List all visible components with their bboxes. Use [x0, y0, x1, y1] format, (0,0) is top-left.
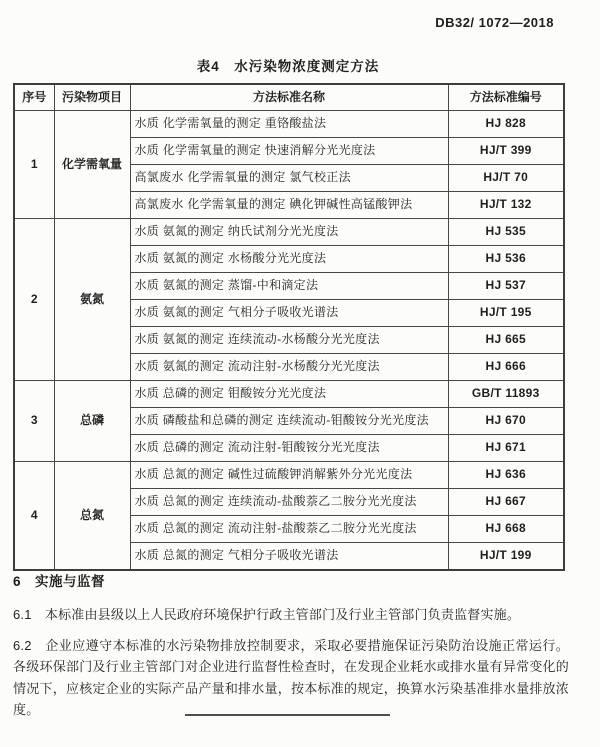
method-name-cell: 水质 氨氮的测定 水杨酸分光光度法	[130, 246, 448, 273]
paragraph-6-1: 6.1 本标准由县级以上人民政府环境保护行政主管部门及行业主管部门负责监督实施。	[13, 607, 521, 622]
method-code-cell: HJ 666	[448, 354, 564, 381]
header-serial-number: 序号	[14, 84, 54, 111]
header-pollutant-item: 污染物项目	[54, 84, 130, 111]
method-code-cell: HJ 667	[448, 489, 564, 516]
method-name-cell: 水质 总磷的测定 钼酸铵分光光度法	[130, 381, 448, 408]
method-name-cell: 高氯废水 化学需氧量的测定 碘化钾碱性高锰酸钾法	[130, 192, 448, 219]
method-code-cell: HJ/T 132	[448, 192, 564, 219]
method-name-cell: 水质 总氮的测定 流动注射-盐酸萘乙二胺分光光度法	[130, 516, 448, 543]
method-name-cell: 水质 氨氮的测定 连续流动-水杨酸分光光度法	[130, 327, 448, 354]
method-name-cell: 水质 化学需氧量的测定 重铬酸盐法	[130, 111, 448, 138]
section-6	[13, 570, 569, 730]
method-code-cell: HJ 536	[448, 246, 564, 273]
method-name-cell: 水质 磷酸盐和总磷的测定 连续流动-钼酸铵分光光度法	[130, 408, 448, 435]
serial-number-cell: 3	[14, 381, 54, 462]
methods-table-body	[14, 111, 564, 571]
method-code-cell: HJ 828	[448, 111, 564, 138]
standard-number: DB32/ 1072—2018	[435, 15, 554, 30]
method-code-cell: HJ 535	[448, 219, 564, 246]
table-title: 表4 水污染物浓度测定方法	[196, 59, 380, 74]
paragraph-6-2: 6.2 企业应遵守本标准的水污染物排放控制要求，采取必要措施保证污染防治设施正常运行。各级环保部门及行业主管部门对企业进行监督性检查时，在发现企业耗水或排水量有异常变化的情况下，应核定企业的实际产品产量和排水量，按本标准的规定，换算水污染基准排水量排放浓度。	[13, 637, 569, 717]
method-name-cell: 水质 总磷的测定 流动注射-钼酸铵分光光度法	[130, 435, 448, 462]
method-name-cell: 水质 化学需氧量的测定 快速消解分光光度法	[130, 138, 448, 165]
pollutant-item-cell: 总氮	[54, 462, 130, 571]
pollutant-item-cell: 化学需氧量	[54, 111, 130, 219]
table-row	[14, 111, 564, 138]
table-row	[14, 462, 564, 489]
method-code-cell: HJ 665	[448, 327, 564, 354]
method-name-cell: 水质 氨氮的测定 纳氏试剂分光光度法	[130, 219, 448, 246]
method-code-cell: HJ 668	[448, 516, 564, 543]
serial-number-cell: 4	[14, 462, 54, 571]
method-name-cell: 高氯废水 化学需氧量的测定 氯气校正法	[130, 165, 448, 192]
method-name-cell: 水质 总氮的测定 碱性过硫酸钾消解紫外分光光度法	[130, 462, 448, 489]
method-code-cell: HJ/T 199	[448, 543, 564, 571]
method-code-cell: HJ 537	[448, 273, 564, 300]
method-code-cell: GB/T 11893	[448, 381, 564, 408]
section-heading: 6 实施与监督	[13, 574, 106, 589]
end-of-document-rule	[185, 714, 390, 716]
method-name-cell: 水质 氨氮的测定 流动注射-水杨酸分光光度法	[130, 354, 448, 381]
method-name-cell: 水质 氨氮的测定 蒸馏-中和滴定法	[130, 273, 448, 300]
method-code-cell: HJ 670	[448, 408, 564, 435]
method-code-cell: HJ 636	[448, 462, 564, 489]
method-code-cell: HJ/T 399	[448, 138, 564, 165]
pollutant-item-cell: 总磷	[54, 381, 130, 462]
method-name-cell: 水质 总氮的测定 气相分子吸收光谱法	[130, 543, 448, 571]
table-row	[14, 381, 564, 408]
serial-number-cell: 2	[14, 219, 54, 381]
method-code-cell: HJ/T 70	[448, 165, 564, 192]
method-code-cell: HJ/T 195	[448, 300, 564, 327]
pollutant-item-cell: 氨氮	[54, 219, 130, 381]
serial-number-cell: 1	[14, 111, 54, 219]
header-method-name: 方法标准名称	[130, 84, 448, 111]
method-code-cell: HJ 671	[448, 435, 564, 462]
method-name-cell: 水质 总氮的测定 连续流动-盐酸萘乙二胺分光光度法	[130, 489, 448, 516]
table-header-row	[14, 84, 564, 111]
method-name-cell: 水质 氨氮的测定 气相分子吸收光谱法	[130, 300, 448, 327]
methods-table	[13, 83, 565, 571]
table-row	[14, 219, 564, 246]
header-method-code: 方法标准编号	[448, 84, 564, 111]
